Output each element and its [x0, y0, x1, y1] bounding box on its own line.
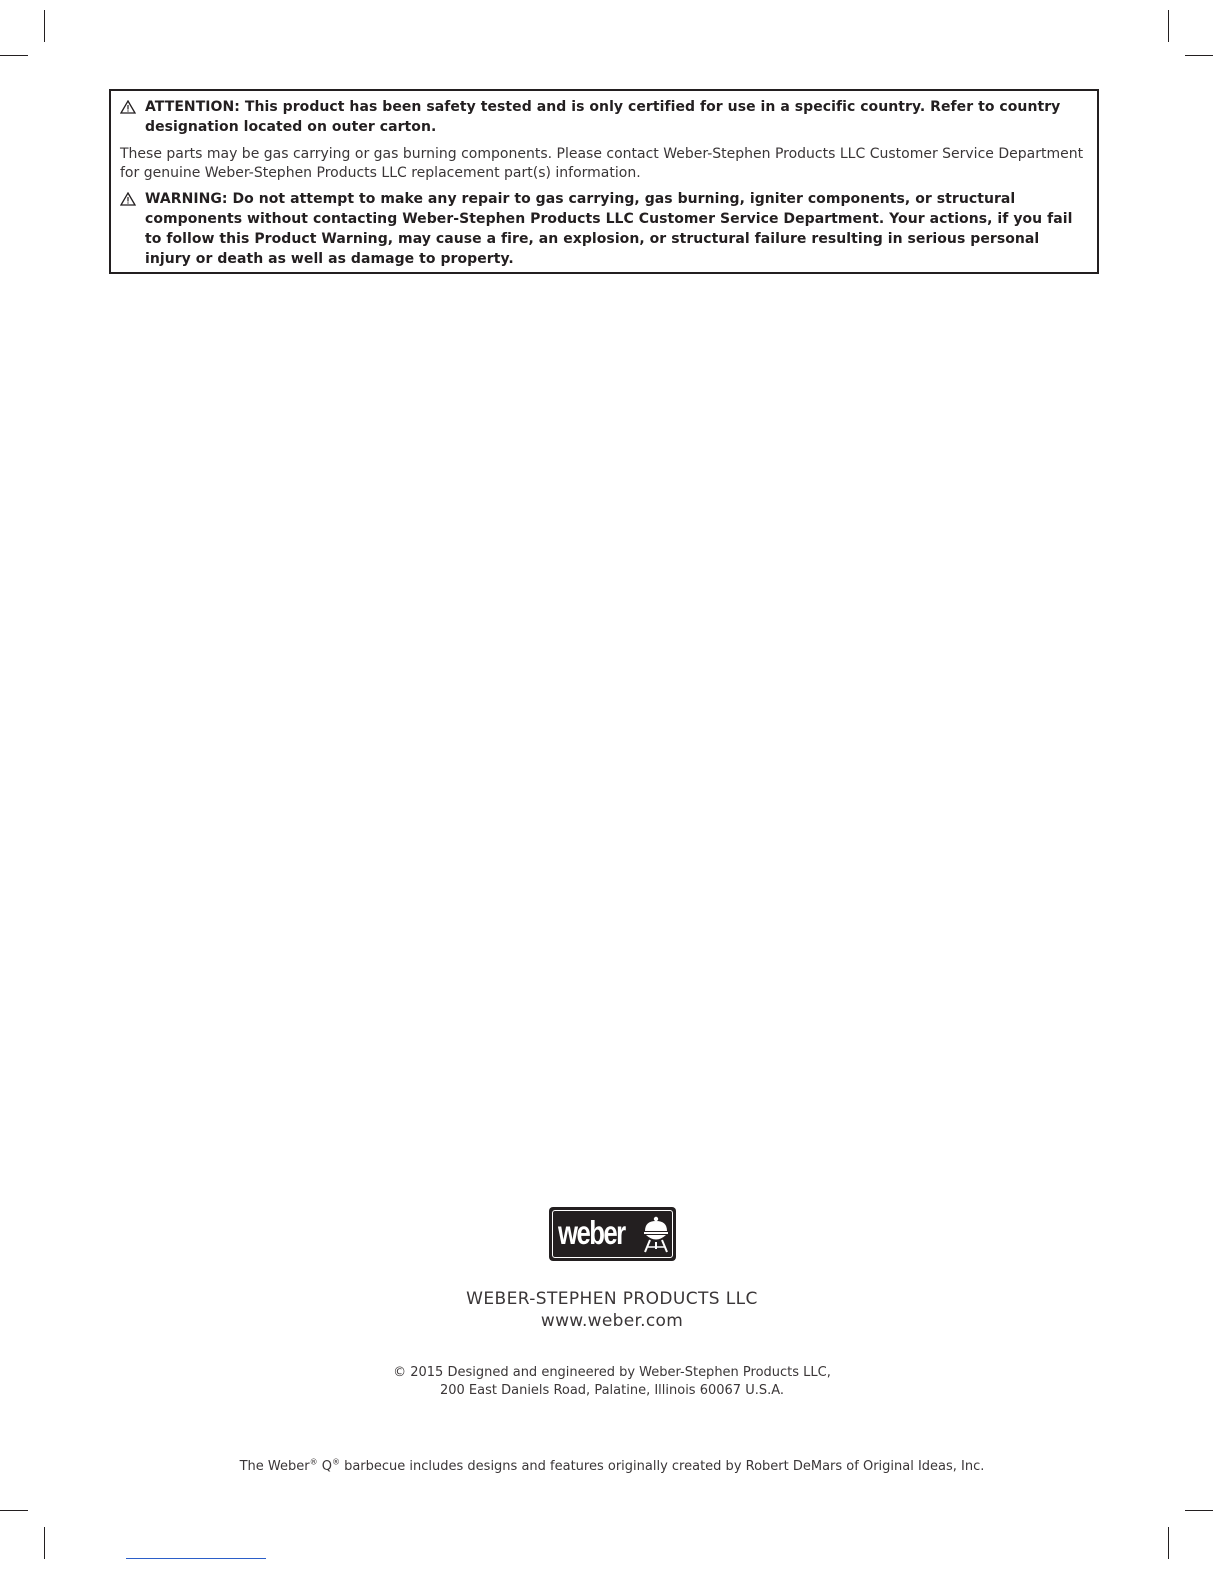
parts-paragraph: These parts may be gas carrying or gas burning components. Please contact Weber-Stephen Products LLC Customer Service Department for genuine Weber-Stephen Products LLC replacement part(s) information. — [120, 146, 1084, 181]
company-name: WEBER-STEPHEN PRODUCTS LLC — [466, 1289, 758, 1309]
credit-post: barbecue includes designs and features originally created by Robert DeMars of Original Ideas, Inc. — [339, 1459, 985, 1474]
warning-paragraph — [145, 189, 1085, 269]
attention-text: This product has been safety tested and is only certified for use in a specific country. Refer to country designation located on outer carton. — [145, 99, 1061, 135]
crop-mark-top-left-v — [44, 10, 45, 42]
crop-mark-top-right-v — [1168, 10, 1169, 42]
warning-label: WARNING: — [145, 191, 228, 207]
crop-mark-bottom-left-v — [44, 1527, 45, 1559]
address-line: 200 East Daniels Road, Palatine, Illinois 60067 U.S.A. — [439, 1383, 785, 1398]
crop-mark-top-right-h — [1185, 55, 1213, 56]
warning-triangle-icon — [120, 100, 138, 114]
logo-container — [0, 1207, 1224, 1265]
crop-mark-top-left-h — [0, 55, 28, 56]
link-underline — [126, 1558, 266, 1559]
crop-mark-bottom-left-h — [0, 1510, 28, 1511]
warning-row — [120, 189, 1085, 269]
copyright-line-1: © 2015 Designed and engineered by Weber-Stephen Products LLC, — [393, 1365, 831, 1380]
attention-paragraph — [145, 97, 1085, 137]
registered-mark: ® — [331, 1457, 340, 1467]
design-credit — [0, 1458, 1224, 1476]
safety-notice-box — [109, 89, 1099, 274]
website-link[interactable]: www.weber.com — [540, 1311, 684, 1331]
crop-mark-bottom-right-v — [1168, 1527, 1169, 1559]
crop-mark-bottom-right-h — [1185, 1510, 1213, 1511]
credit-pre: The Weber — [239, 1459, 310, 1474]
attention-label: ATTENTION: — [145, 99, 240, 115]
credit-q: Q — [317, 1459, 332, 1474]
logo-wordmark: weber — [557, 1214, 625, 1251]
weber-logo — [549, 1207, 676, 1261]
attention-row — [120, 97, 1085, 137]
kettle-grill-icon — [643, 1215, 669, 1253]
warning-text: Do not attempt to make any repair to gas carrying, gas burning, igniter components, or structural components without contacting Weber-Stephen Products LLC Customer Service Department. Your actions, if you fail to follow this Product Warning, may cause a fire, an explosion, or structural failure resulting in serious personal injury or death as well as damage to property. — [145, 191, 1073, 267]
warning-triangle-icon — [120, 192, 138, 206]
registered-mark: ® — [309, 1457, 318, 1467]
